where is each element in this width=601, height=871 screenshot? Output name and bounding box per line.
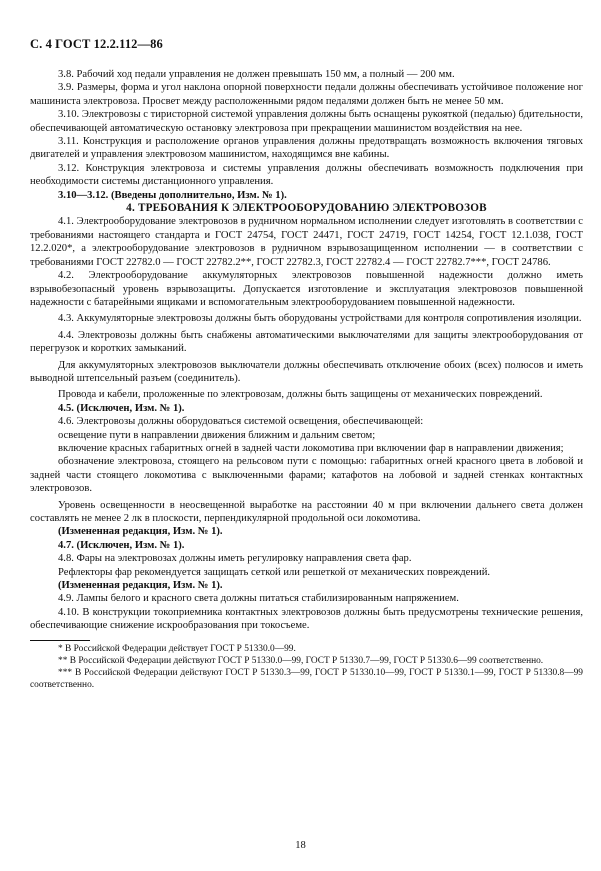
clause-4-8: 4.8. Фары на электровозах должны иметь регулировку направления света фар.: [58, 553, 412, 565]
clause-3-10: 3.10. Электровозы с тиристорной системой управления должны быть оснащены рукояткой (педалью) бдительности, обеспечивающей автоматическую остановку электровоза при прекращении машинистом воздействия на нее.: [30, 109, 583, 134]
clause-3-11: 3.11. Конструкция и расположение органов управления должны предотвращать возможность включения тяговых двигателей и управления электровозом машинистом, находящимся вне кабины.: [30, 136, 583, 161]
running-header: С. 4 ГОСТ 12.2.112—86: [30, 37, 163, 51]
clause-4-4-wiring: Провода и кабели, проложенные по электровозам, должны быть защищены от механических повреждений.: [58, 389, 543, 401]
clause-3-8: 3.8. Рабочий ход педали управления не должен превышать 150 мм, а полный — 200 мм.: [58, 69, 455, 80]
note-introduced: 3.10—3.12. (Введены дополнительно, Изм. № 1).: [58, 189, 287, 201]
page-number: 18: [295, 840, 306, 851]
footnote-3: *** В Российской Федерации действуют ГОСТ Р 51330.3—99, ГОСТ Р 51330.10—99, ГОСТ Р 51330.1—99, ГОСТ Р 51330.8—99 соответственно.: [30, 668, 583, 691]
clause-4-8-reflectors: Рефлекторы фар рекомендуется защищать сеткой или решеткой от механических повреждений.: [58, 566, 491, 578]
footnote-divider: [30, 640, 90, 641]
note-revised-2: (Измененная редакция, Изм. № 1).: [58, 580, 223, 592]
footnotes: [30, 643, 583, 692]
note-excluded-4-5: 4.5. (Исключен, Изм. № 1).: [58, 402, 185, 414]
clause-4-2: 4.2. Электрооборудование аккумуляторных электровозов повышенной надежности должно иметь взрывобезопасный уровень взрывозащиты. Допускается изготовление и эксплуатация электровозов повышенной надежности с батарейными ящиками и вспомогательным электрооборудованием повышенной надежности.: [30, 270, 583, 308]
clause-4-1: 4.1. Электрооборудование электровозов в рудничном нормальном исполнении следует изготовлять в соответствии с требованиями настоящего стандарта и ГОСТ 24754, ГОСТ 24471, ГОСТ 24719, ГОСТ 14254, ГОСТ 12.1.038, ГОСТ 12.2.020*, а электрооборудование электровозов в рудничном взрывозащищенном исполнении — в соответствии с требованиями ГОСТ 22782.0 — ГОСТ 22782.2**, ГОСТ 22782.3, ГОСТ 22782.4 — ГОСТ 22782.7***, ГОСТ 24786.: [30, 216, 583, 268]
clause-4-4-battery: Для аккумуляторных электровозов выключатели должны обеспечивать отключение обоих (всех) полюсов и иметь выводной штепсельный разъем (соединитель).: [30, 359, 583, 384]
clause-3-12: 3.12. Конструкция электровоза и системы управления должны обеспечивать возможность подключения при необходимости системы дистанционного управления.: [30, 162, 583, 188]
note-revised-1: (Измененная редакция, Изм. № 1).: [58, 526, 223, 538]
clause-4-6: 4.6. Электровозы должны оборудоваться системой освещения, обеспечивающей:: [58, 416, 424, 428]
clause-4-6-item-2: включение красных габаритных огней в задней части локомотива при включении фар в направлении движения;: [58, 442, 564, 454]
clause-4-4: 4.4. Электровозы должны быть снабжены автоматическими выключателями для защиты электрооборудования от перегрузок и коротких замыканий.: [30, 329, 583, 355]
footnote-2: ** В Российской Федерации действуют ГОСТ Р 51330.0—99, ГОСТ Р 51330.7—99, ГОСТ Р 51330.6—99 соответственно.: [58, 655, 544, 666]
footnote-1: * В Российской Федерации действует ГОСТ Р 51330.0—99.: [58, 643, 296, 654]
section-title: 4. ТРЕБОВАНИЯ К ЭЛЕКТРООБОРУДОВАНИЮ ЭЛЕКТРОВОЗОВ: [126, 202, 487, 215]
clause-4-6-item-3: обозначение электровоза, стоящего на рельсовом пути с помощью: габаритных огней красного цвета в лобовой и задней части стоящего локомотива с выключенными фарами; катафотов на лобовой и задней стенках контактных электровозов.: [30, 456, 583, 495]
clause-4-10: 4.10. В конструкции токоприемника контактных электровозов должны быть предусмотрены технические решения, обеспечивающие снижение искрообразования при токосъеме.: [30, 606, 583, 632]
note-excluded-4-7: 4.7. (Исключен, Изм. № 1).: [58, 539, 185, 551]
clause-4-6-illumination: Уровень освещенности в неосвещенной выработке на расстоянии 40 м при включении дальнего света должен составлять не менее 2 лк в плоскости, перпендикулярной продольной оси локомотива.: [30, 499, 583, 524]
clause-4-3: 4.3. Аккумуляторные электровозы должны быть оборудованы устройствами для контроля сопротивления изоляции.: [58, 313, 582, 325]
body-text: [30, 68, 583, 691]
clause-3-9: 3.9. Размеры, форма и угол наклона опорной поверхности педали должны обеспечивать устойчивое положение ног машиниста электровоза. Просвет между расположенными рядом педалями должен быть не менее 50 мм.: [30, 82, 583, 107]
clause-4-6-item-1: освещение пути в направлении движения ближним и дальним светом;: [58, 429, 376, 441]
clause-4-9: 4.9. Лампы белого и красного света должны питаться стабилизированным напряжением.: [58, 593, 459, 605]
